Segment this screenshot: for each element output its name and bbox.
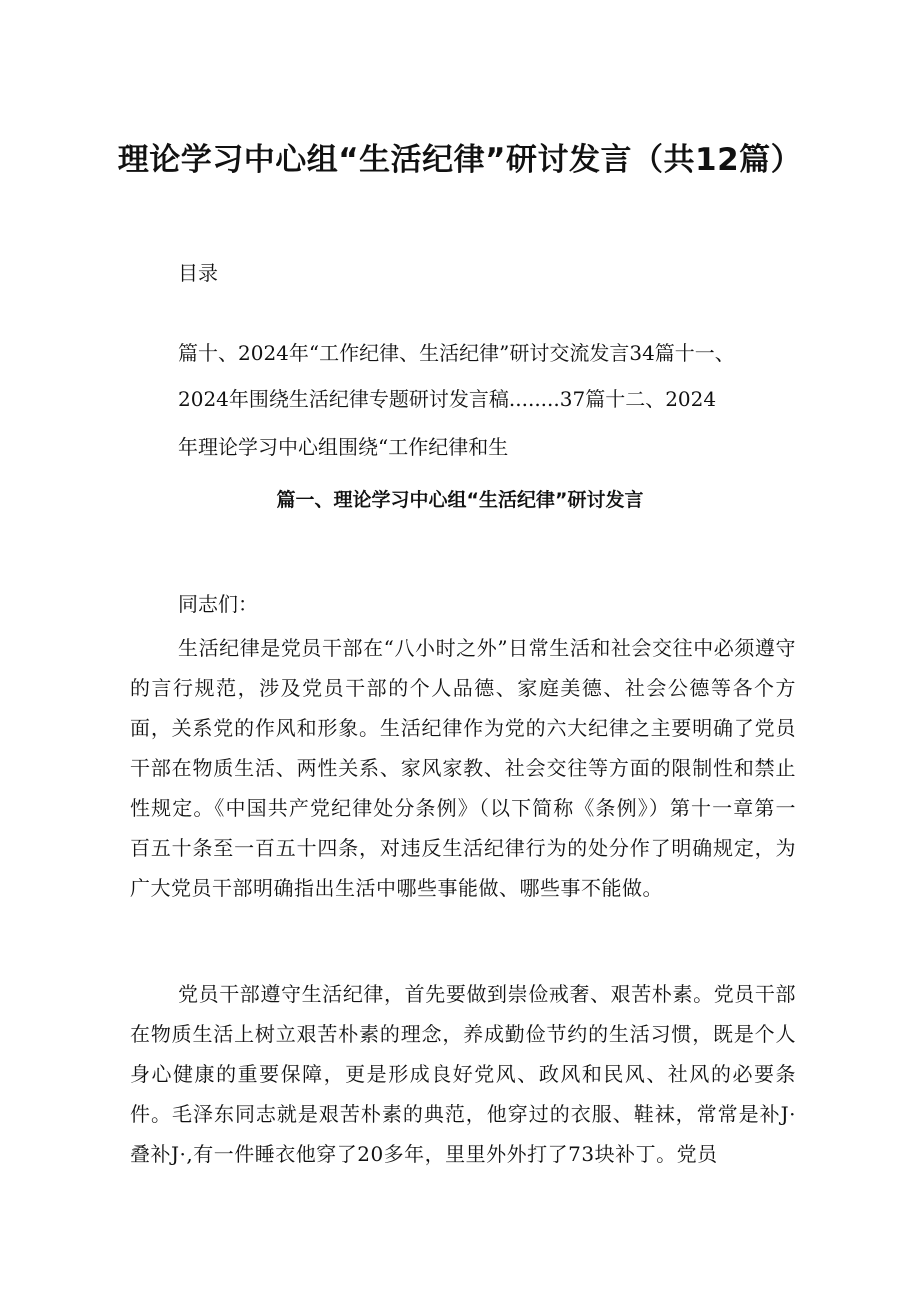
toc-label: 目录 <box>178 261 218 285</box>
toc-line: 年理论学习中心组围绕“工作纪律和生 <box>178 435 509 459</box>
toc-line: 篇十、2024年“工作纪律、生活纪律”研讨交流发言34篇十一、 <box>178 341 735 365</box>
body-paragraph: 生活纪律是党员干部在“八小时之外”日常生活和社会交往中必须遵守的言行规范，涉及党员干部的个人品德、家庭美德、社会公德等各个方面，关系党的作风和形象。生活纪律作为党的六大纪律之主要明确了党员干部在物质生活、两性关系、家风家教、社会交往等方面的限制性和禁止性规定。《中国共产党纪律处分条例》（以下简称《条例》）第十一章第一百五十条至一百五十四条，对违反生活纪律行为的处分作了明确规定，为广大党员干部明确指出生活中哪些事能做、哪些事不能做。 <box>130 636 796 900</box>
document-title: 理论学习中心组“生活纪律”研讨发言（共12篇） <box>117 142 803 178</box>
section-title: 篇一、理论学习中心组“生活纪律”研讨发言 <box>276 489 644 511</box>
body-paragraph: 党员干部遵守生活纪律，首先要做到崇俭戒奢、艰苦朴素。党员干部在物质生活上树立艰苦朴素的理念，养成勤俭节约的生活习惯，既是个人身心健康的重要保障，更是形成良好党风、政风和民风、社风的必要条件。毛泽东同志就是艰苦朴素的典范，他穿过的衣服、鞋袜，常常是补J·叠补J·,有一件睡衣他穿了20多年，里里外外打了73块补丁。党员 <box>130 982 796 1166</box>
greeting: 同志们： <box>178 592 258 616</box>
toc-line: 2024年围绕生活纪律专题研讨发言稿........37篇十二、2024 <box>178 387 717 411</box>
